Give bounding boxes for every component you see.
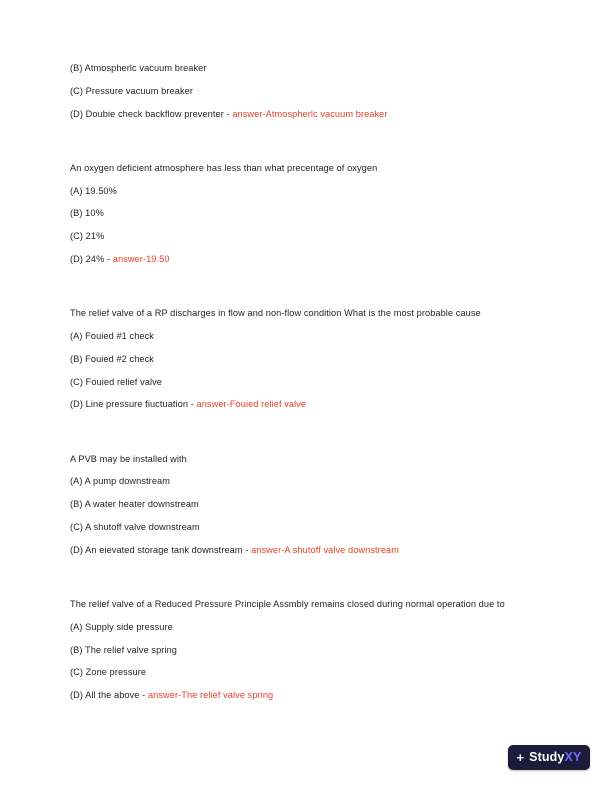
option-line [70,523,542,532]
option-line [70,691,542,700]
option-text: (D) 24% - [70,253,113,264]
option-text: (C) Pressure vacuum breaker [70,85,193,96]
question-text: The relief valve of a Reduced Pressure Principle Assmbly remains closed during normal operation due to [70,598,505,609]
option-text: (C) 21% [70,231,105,242]
option-line [70,668,542,677]
option-text: (B) The relief valve spring [70,644,177,655]
watermark-primary-text: Study [529,750,565,765]
block-spacer [70,577,542,600]
option-text: (B) Fouied #2 check [70,353,154,364]
watermark-accent-text: XY [564,750,582,765]
question-block [70,455,542,555]
option-line [70,355,542,364]
question-text: A PVB may be installed with [70,453,187,464]
option-line [70,500,542,509]
answer-text: answer-19.50 [112,253,170,264]
option-line [70,400,542,409]
option-text: (B) Atmospherlc vacuum breaker [70,63,207,73]
option-text: (A) 19.50% [70,185,117,196]
option-line [70,64,542,73]
option-text: (B) A water heater downstream [70,499,199,510]
plus-icon: + [516,750,525,765]
watermark-label [529,751,581,764]
option-text: (C) Fouied relief valve [70,376,162,387]
option-line [70,232,542,241]
question-text: An oxygen deficient atmosphere has less than what precentage of oxygen [70,162,378,173]
option-line [70,546,542,555]
answer-text: answer-Atmospherlc vacuum breaker [232,108,388,119]
question-block [70,164,542,264]
option-line [70,477,542,486]
option-text: (C) A shutoff valve downstream [70,521,200,532]
answer-text: answer-The relief valve spring [147,690,274,701]
option-line [70,87,542,96]
option-line [70,332,542,341]
option-text: (A) Supply side pressure [70,621,173,632]
block-spacer [70,141,542,164]
answer-text: answer-A shutoff valve downstream [251,544,399,555]
option-text: (A) A pump downstream [70,476,170,487]
question-block [70,64,542,119]
option-line [70,187,542,196]
question-block [70,309,542,409]
question-block [70,600,542,700]
option-line [70,110,542,119]
studyxy-watermark[interactable] [508,745,590,770]
option-text: (D) Line pressure fiuctuation - [70,399,197,410]
option-line [70,209,542,218]
option-line [70,623,542,632]
block-spacer [70,432,542,455]
option-text: (D) An eievated storage tank downstream - [70,544,252,555]
option-text: (B) 10% [70,208,104,219]
block-spacer [70,286,542,309]
answer-text: answer-Fouied relief valve [196,399,307,410]
option-line [70,378,542,387]
question-text: The relief valve of a RP discharges in flow and non-flow condition What is the most probable cause [70,308,481,319]
option-text: (D) All the above - [70,690,148,701]
option-line [70,646,542,655]
option-text: (C) Zone pressure [70,667,147,678]
option-line [70,255,542,264]
option-text: (D) Doubie check backflow preventer - [70,108,233,119]
option-text: (A) Fouied #1 check [70,330,154,341]
